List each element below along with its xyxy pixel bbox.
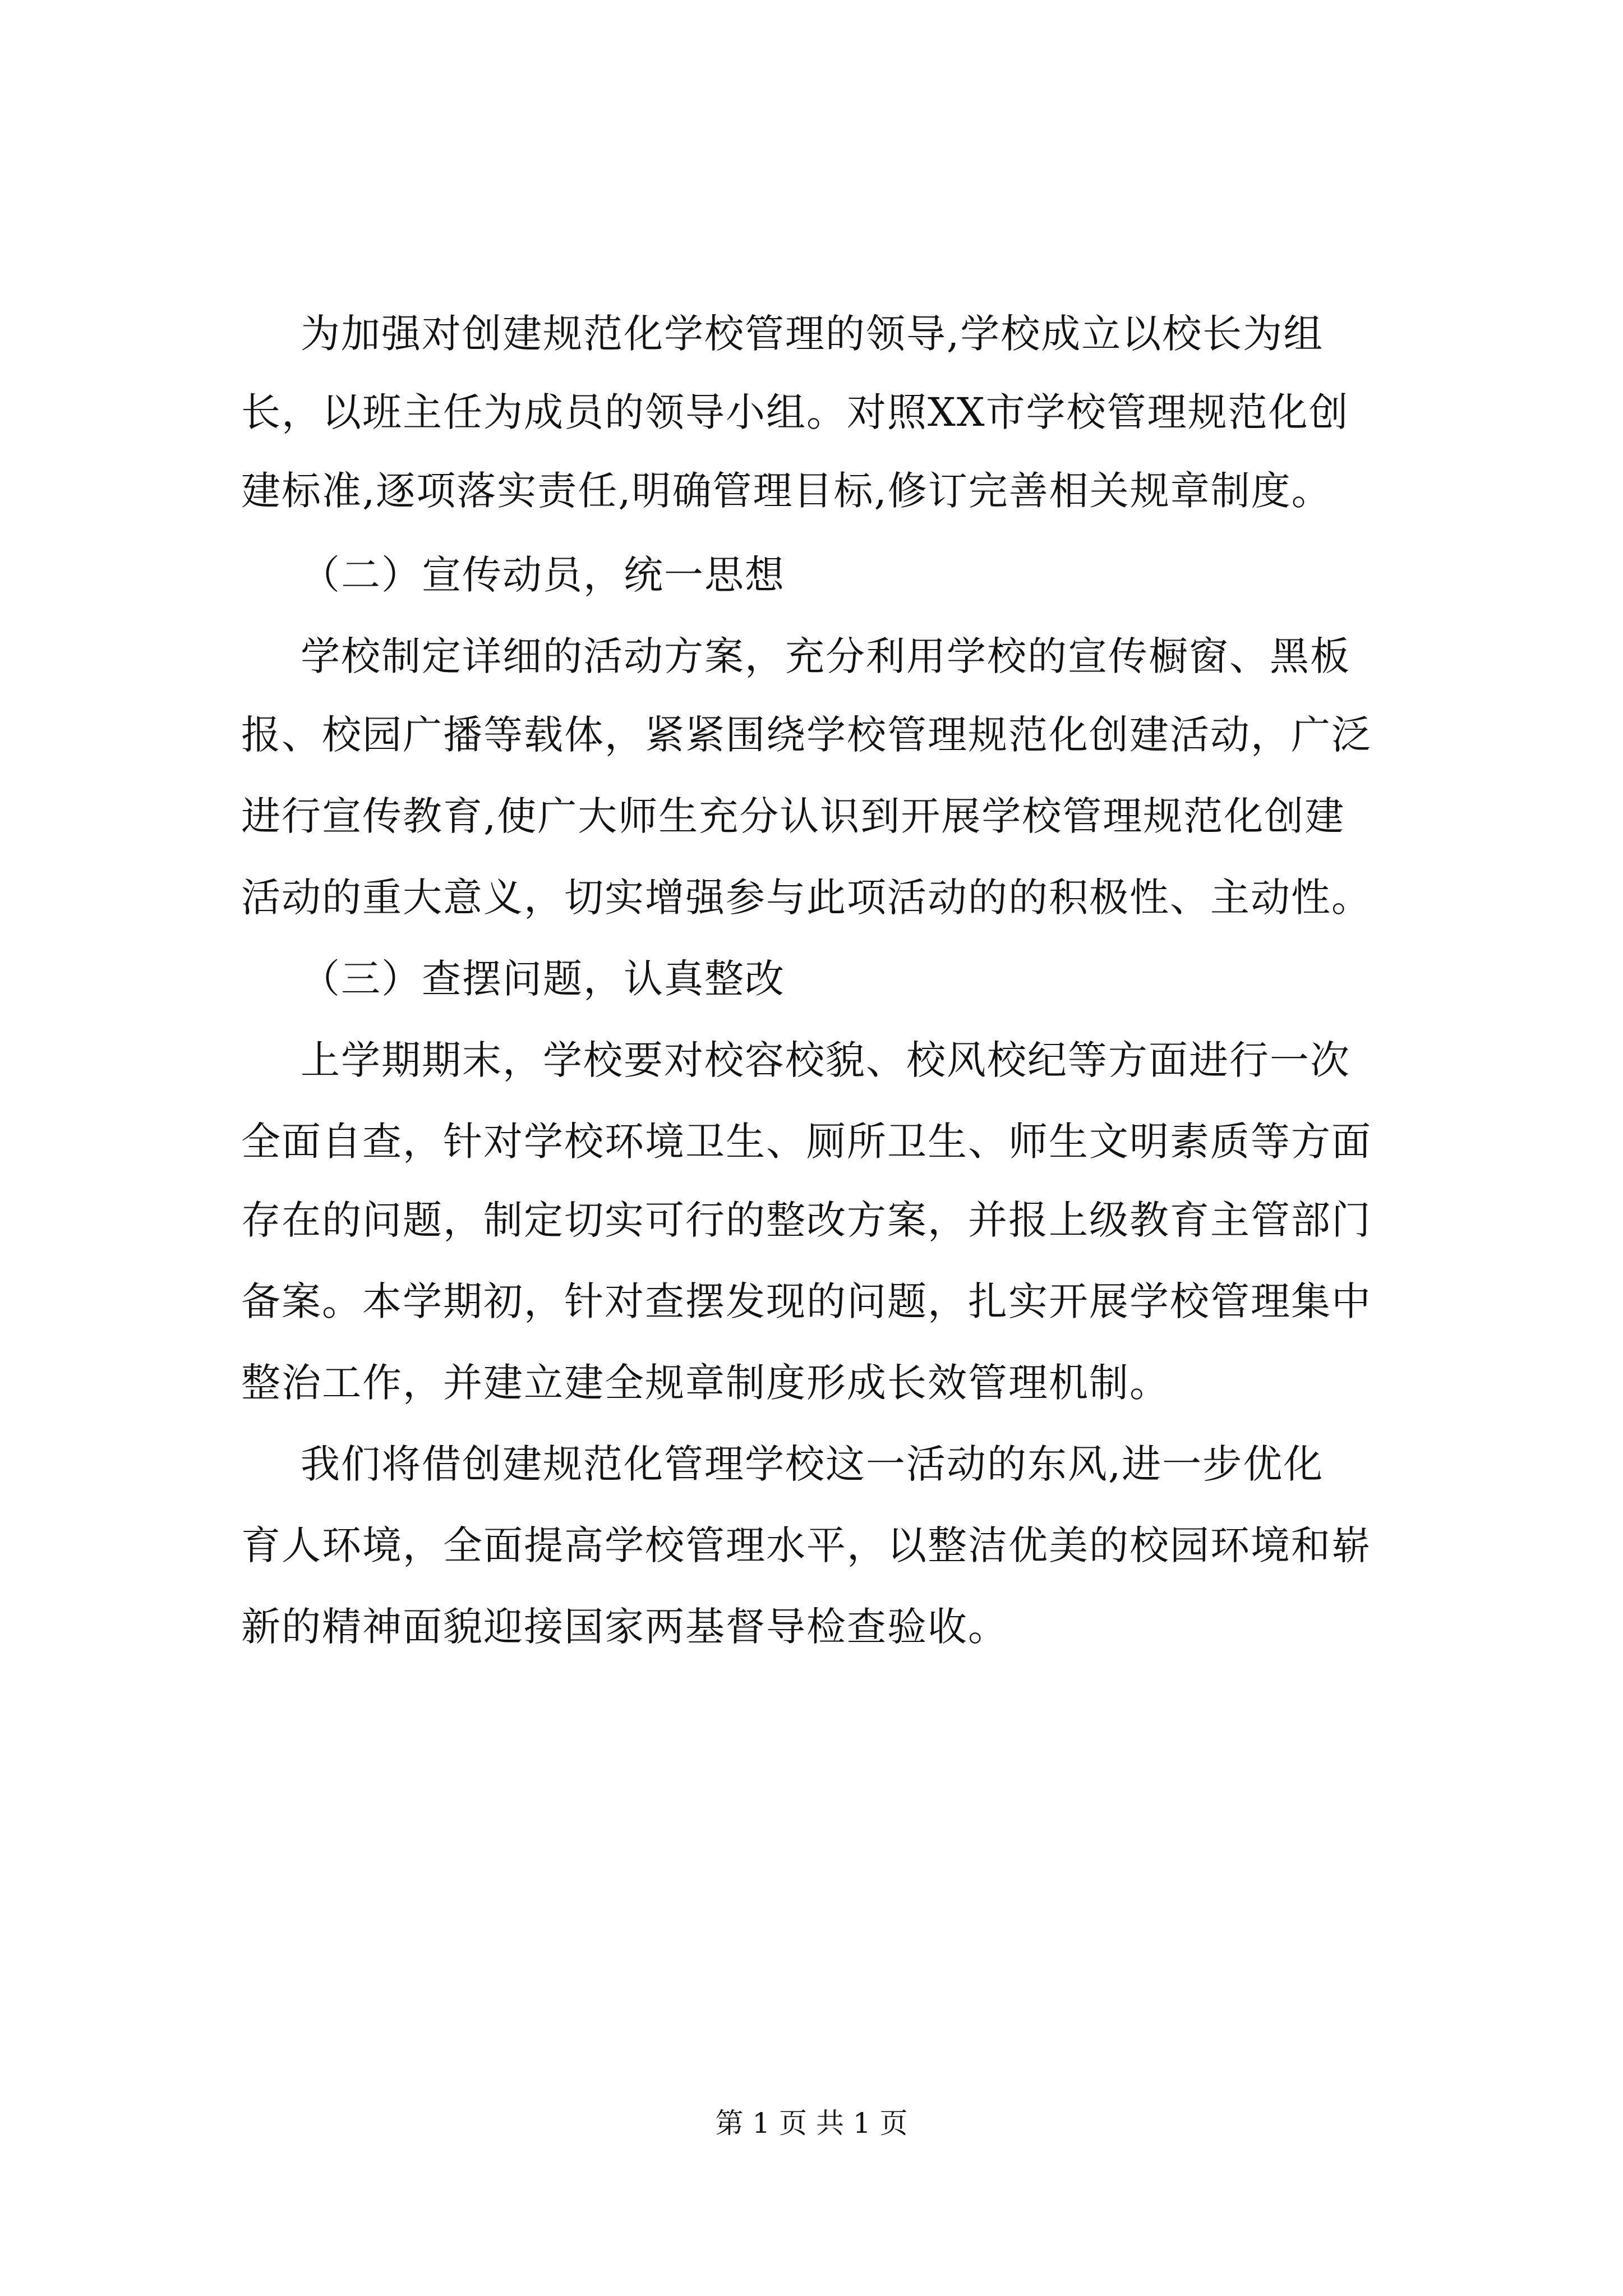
paragraph-3-line-1: 上学期期末，学校要对校容校貌、校风校纪等方面进行一次 <box>301 1037 1350 1083</box>
paragraph-3-line-5: 整治工作，并建立建全规章制度形成长效管理机制。 <box>241 1360 1170 1406</box>
paragraph-3-line-2: 全面自查，针对学校环境卫生、厕所卫生、师生文明素质等方面 <box>241 1119 1372 1165</box>
paragraph-3-line-4: 备案。本学期初，针对查摆发现的问题，扎实开展学校管理集中 <box>241 1278 1372 1324</box>
section-heading-3: （三）查摆问题，认真整改 <box>301 956 785 1002</box>
section-heading-2: （二）宣传动员，统一思想 <box>301 552 785 598</box>
paragraph-2-line-3: 进行宣传教育,使广大师生充分认识到开展学校管理规范化创建 <box>241 793 1345 839</box>
paragraph-1-line-3: 建标准,逐项落实责任,明确管理目标,修订完善相关规章制度。 <box>241 468 1332 514</box>
paragraph-4-line-3: 新的精神面貌迎接国家两基督导检查验收。 <box>241 1604 1008 1650</box>
page-footer: 第 1 页 共 1 页 <box>715 2107 908 2139</box>
paragraph-2-line-2: 报、校园广播等载体，紧紧围绕学校管理规范化创建活动，广泛 <box>241 712 1372 758</box>
paragraph-1-line-1: 为加强对创建规范化学校管理的领导,学校成立以校长为组 <box>301 311 1324 357</box>
paragraph-2-line-4: 活动的重大意义，切实增强参与此项活动的的积极性、主动性。 <box>241 875 1372 921</box>
paragraph-3-line-3: 存在的问题，制定切实可行的整改方案，并报上级教育主管部门 <box>241 1197 1372 1243</box>
paragraph-1-line-2: 长，以班主任为成员的领导小组。对照XX市学校管理规范化创 <box>241 389 1349 435</box>
paragraph-2-line-1: 学校制定详细的活动方案，充分利用学校的宣传橱窗、黑板 <box>301 633 1350 679</box>
paragraph-4-line-1: 我们将借创建规范化管理学校这一活动的东风,进一步优化 <box>301 1441 1324 1487</box>
paragraph-4-line-2: 育人环境，全面提高学校管理水平，以整洁优美的校园环境和崭 <box>241 1522 1372 1568</box>
